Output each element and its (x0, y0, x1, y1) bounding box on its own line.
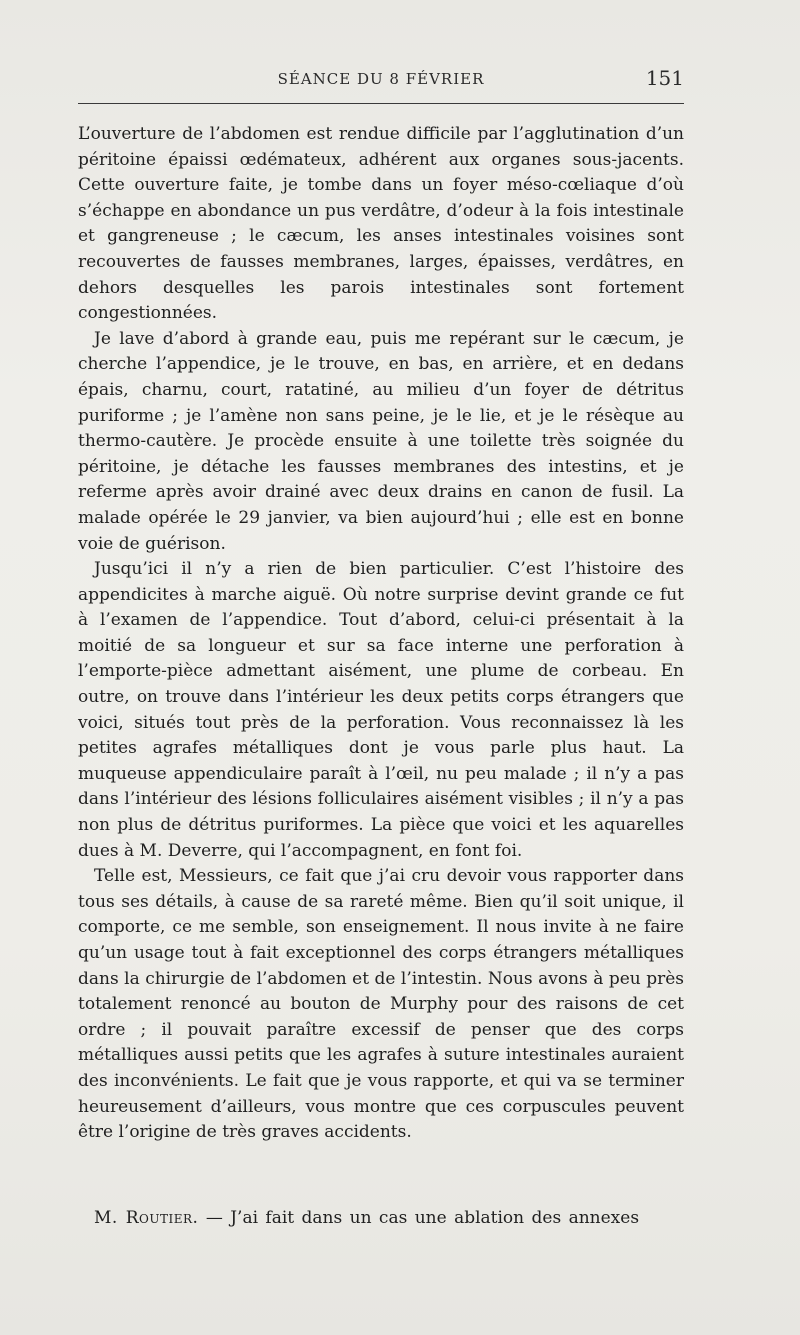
paragraph: L’ouverture de l’abdomen est rendue difficile par l’agglutination d’un péritoine épaissi œdémateux, adhérent aux organes sous-jacents. Cette ouverture faite, je tombe dans un foyer méso-cœliaque d’où s’échappe en abondance un pus verdâtre, d’odeur à la fois intestinale et gangreneuse ; le cæcum, les anses intestinales voisines sont recouvertes de fausses membranes, larges, épaisses, verdâtres, en dehors desquelles les parois intestinales sont fortement congestionnées. (78, 124, 684, 324)
final-paragraph-text: — J’ai fait dans un cas une ablation des annexes (198, 1208, 640, 1228)
speaker-name: M. Routier. (94, 1208, 199, 1228)
final-paragraph (78, 1206, 684, 1232)
body-text (78, 122, 684, 1146)
header-rule (78, 103, 684, 104)
running-head: SÉANCE DU 8 FÉVRIER (277, 70, 485, 88)
paragraph: Telle est, Messieurs, ce fait que j’ai cru devoir vous rapporter dans tous ses détails, à cause de sa rareté même. Bien qu’il soit unique, il comporte, ce me semble, son enseignement. Il nous invite à ne faire qu’un usage tout à fait exceptionnel des corps étrangers métalliques dans la chirurgie de l’abdomen et de l’intestin. Nous avons à peu près totalement renoncé au bouton de Murphy pour des raisons de cet ordre ; il pouvait paraître excessif de penser que des corps métalliques aussi petits que les agrafes à suture intestinales auraient des inconvénients. Le fait que je vous rapporte, et qui va se terminer heureusement d’ailleurs, vous montre que ces corpuscules peuvent être l’origine de très graves accidents. (78, 866, 684, 1143)
paragraph: Jusqu’ici il n’y a rien de bien particulier. C’est l’histoire des appendicites à marche aiguë. Où notre surprise devint grande ce fut à l’examen de l’appendice. Tout d’abord, celui-ci présentait à la moitié de sa longueur et sur sa face interne une perforation à l’emporte-pièce admettant aisément, une plume de corbeau. En outre, on trouve dans l’intérieur les deux petits corps étrangers que voici, situés tout près de la perforation. Vous reconnaissez là les petites agrafes métalliques dont je vous parle plus haut. La muqueuse appendiculaire paraît à l’œil, nu peu malade ; il n’y a pas dans l’intérieur des lésions folliculaires aisément visibles ; il n’y a pas non plus de détritus puriformes. La pièce que voici et les aquarelles dues à M. Deverre, qui l’accompagnent, en font foi. (78, 559, 684, 861)
page-header (78, 66, 684, 96)
paragraph: Je lave d’abord à grande eau, puis me repérant sur le cæcum, je cherche l’appendice, je le trouve, en bas, en arrière, et en dedans épais, charnu, court, ratatiné, au milieu d’un foyer de détritus puriforme ; je l’amène non sans peine, je le lie, et je le résèque au thermo-cautère. Je procède ensuite à une toilette très soignée du péritoine, je détache les fausses membranes des intestins, et je referme après avoir drainé avec deux drains en canon de fusil. La malade opérée le 29 janvier, va bien aujourd’hui ; elle est en bonne voie de guérison. (78, 328, 684, 554)
page-number: 151 (645, 66, 684, 90)
